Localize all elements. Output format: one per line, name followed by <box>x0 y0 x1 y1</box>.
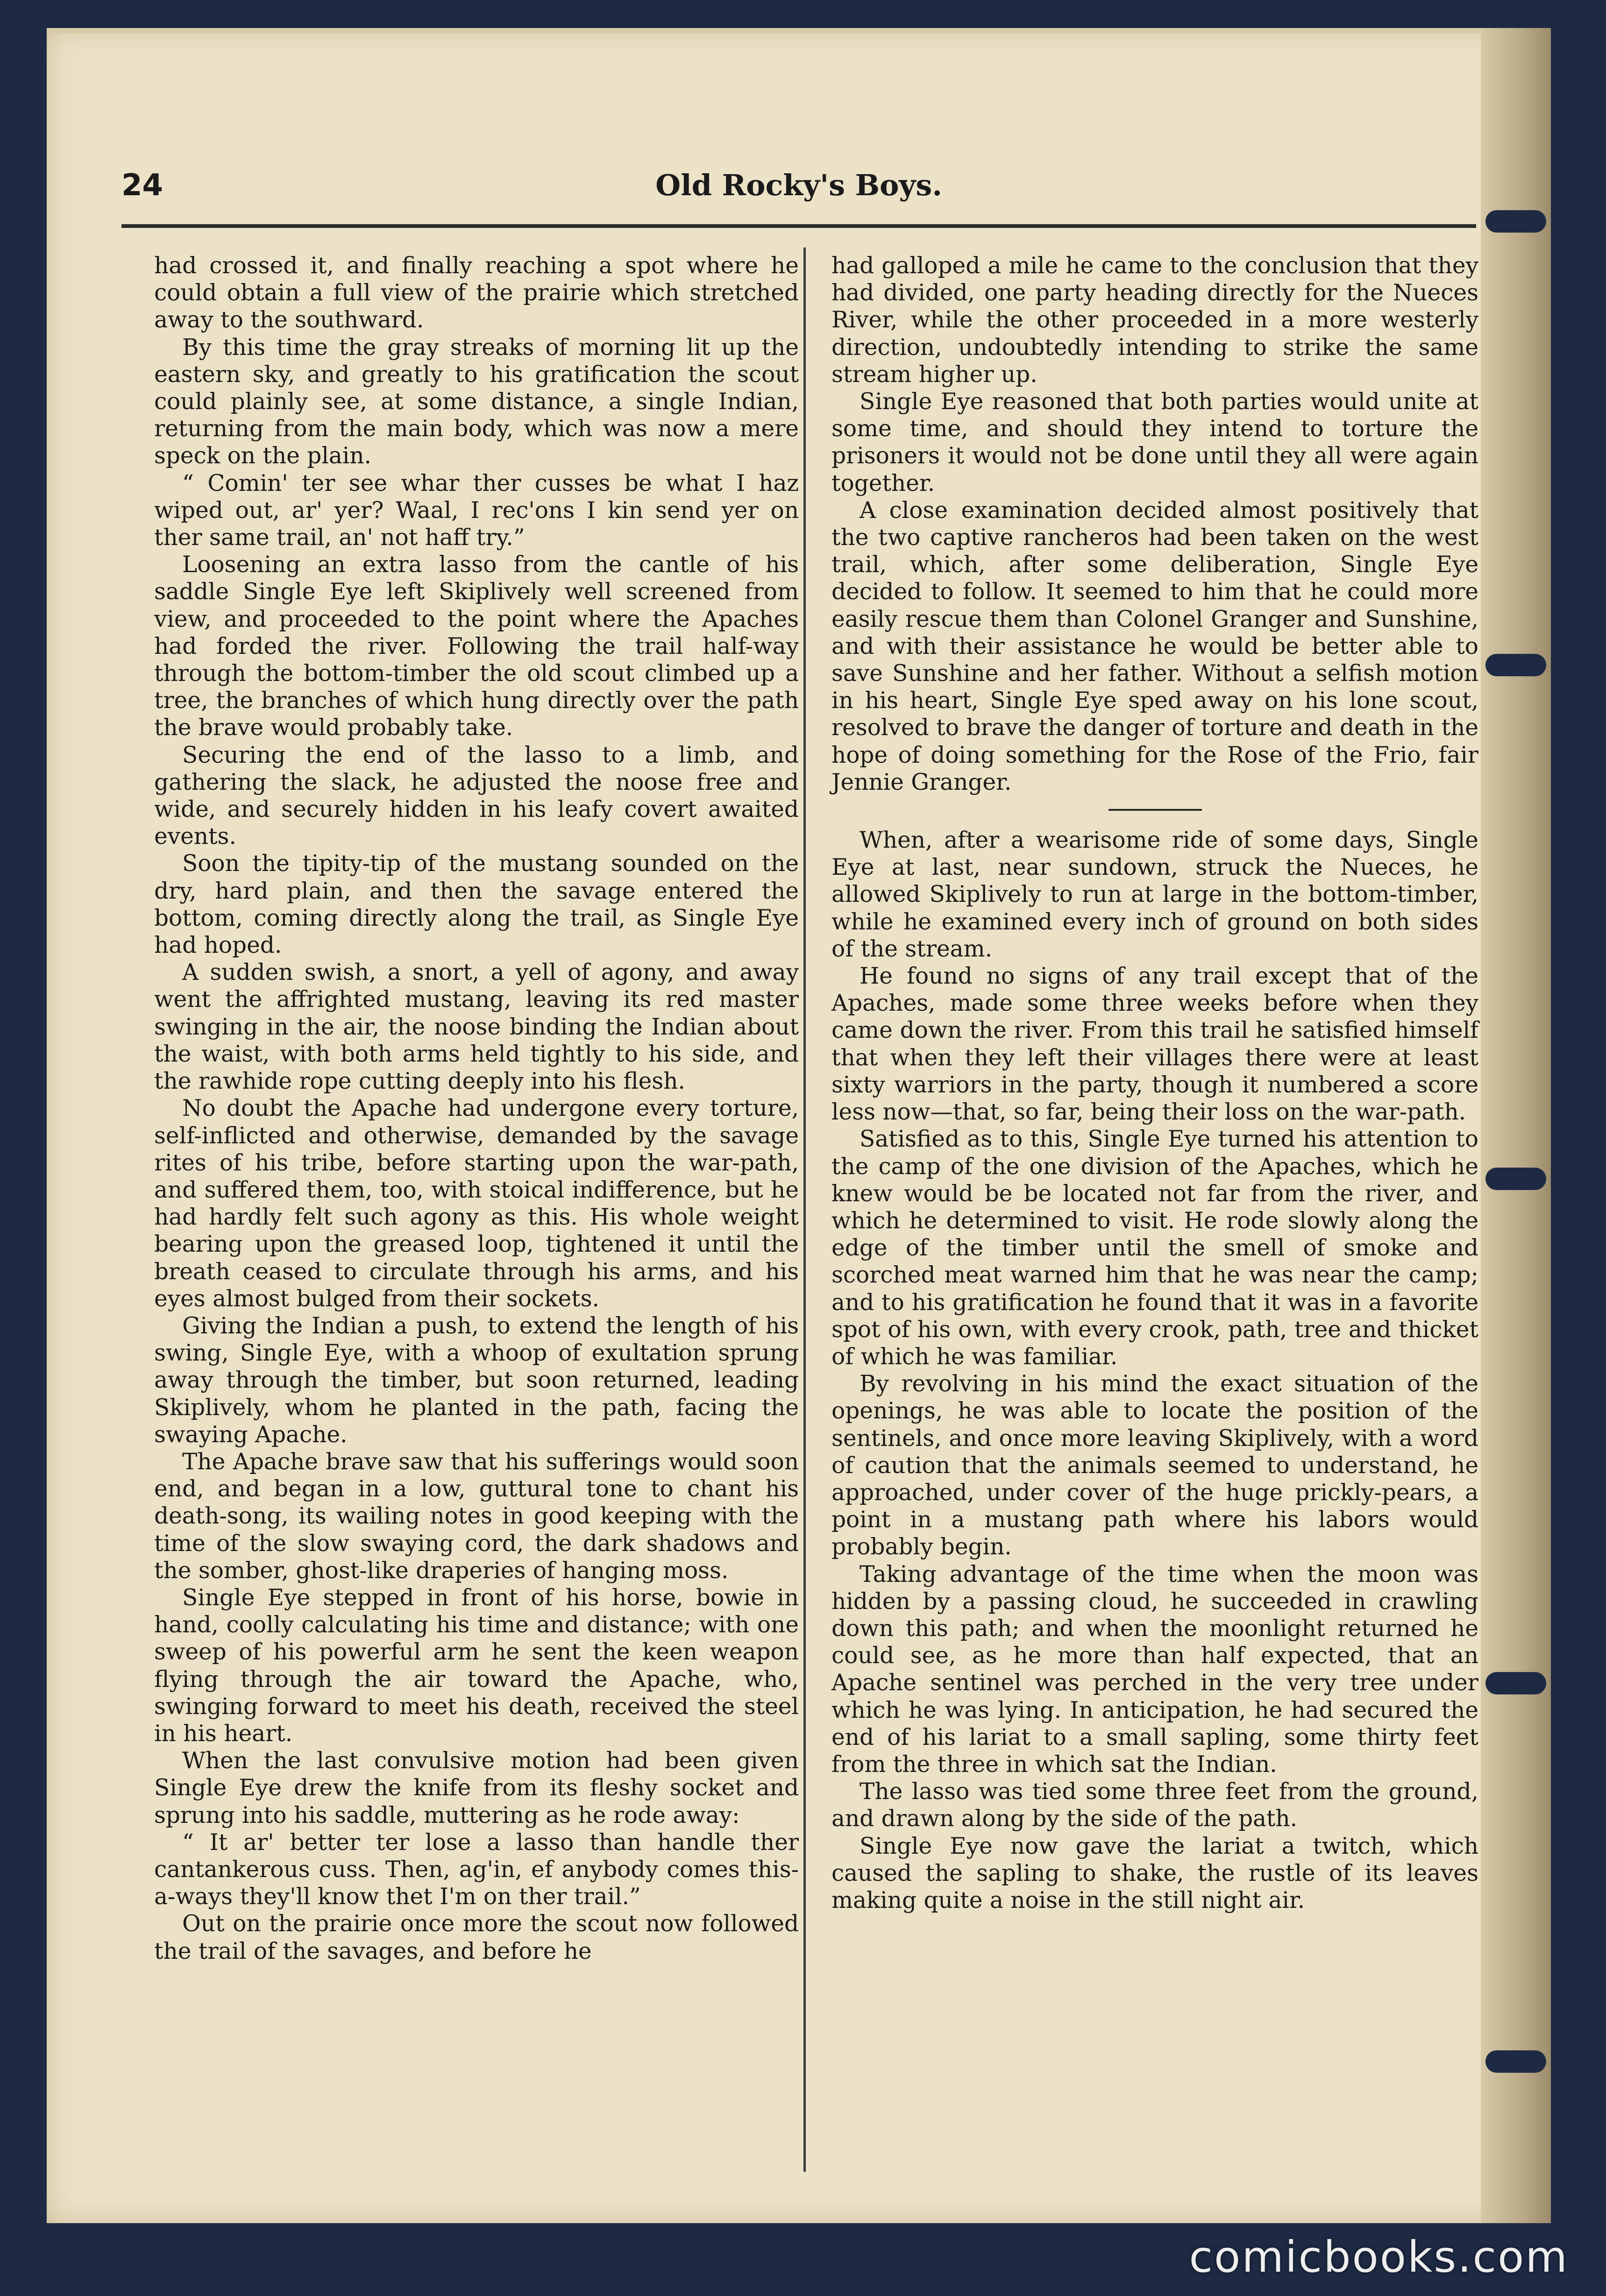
paragraph: A close examination decided almost positively that the two captive rancheros had been taken on the west trail, which, after some deliberation, Single Eye decided to follow. It seemed to him that he could more easily rescue them than Colonel Granger and Sunshine, and with their assistance he would be better able to save Sunshine and her father. Without a selfish motion in his heart, Single Eye sped away on his lone scout, resolved to brave the danger of torture and death in the hope of doing something for the Rose of the Frio, fair Jennie Granger. <box>831 497 1478 795</box>
paragraph: Taking advantage of the time when the moon was hidden by a passing cloud, he succeeded in crawling down this path; and when the moonlight returned he could see, as he more than half expected, that an Apache sentinel was perched in the very tree under which he was lying. In anticipation, he had secured the end of his lariat to a small sapling, some thirty feet from the three in which sat the Indian. <box>831 1561 1478 1778</box>
paragraph: By revolving in his mind the exact situation of the openings, he was able to locate the position of the sentinels, and once more leaving Skiplively, with a word of caution that the animals seemed to understand, he approached, under cover of the huge prickly-pears, a point in a mustang path where his labors would probably begin. <box>831 1371 1478 1560</box>
paragraph: “ It ar' better ter lose a lasso than handle ther cantankerous cuss. Then, ag'in, ef anybody comes this-a-ways they'll know thet I'm on ther trail.” <box>154 1829 799 1910</box>
left-column <box>154 252 799 1965</box>
binding-stitch <box>1485 654 1546 676</box>
paragraph: Out on the prairie once more the scout now followed the trail of the savages, and before he <box>154 1911 799 1964</box>
running-title: Old Rocky's Boys. <box>655 168 942 202</box>
watermark-text: comicbooks.com <box>1189 2232 1569 2282</box>
paragraph: When the last convulsive motion had been given Single Eye drew the knife from its fleshy socket and sprung into his saddle, muttering as he rode away: <box>154 1748 799 1828</box>
column-divider <box>803 248 806 2172</box>
header-rule <box>121 224 1476 228</box>
paragraph: No doubt the Apache had undergone every torture, self-inflicted and otherwise, demanded by the savage rites of his tribe, before starting upon the war-path, and suffered them, too, with stoical indifference, but he had hardly felt such agony as this. His whole weight bearing upon the greased loop, tightened it until the breath ceased to circulate through his arms, and his eyes almost bulged from their sockets. <box>154 1095 799 1312</box>
section-break-rule <box>1109 809 1202 811</box>
paragraph: Single Eye reasoned that both parties would unite at some time, and should they intend to torture the prisoners it would not be done until they all were again together. <box>831 389 1478 496</box>
paragraph: By this time the gray streaks of morning lit up the eastern sky, and greatly to his gratification the scout could plainly see, at some distance, a single Indian, returning from the main body, which was now a mere speck on the plain. <box>154 334 799 469</box>
paragraph: A sudden swish, a snort, a yell of agony, and away went the affrighted mustang, leaving its red master swinging in the air, the noose binding the Indian about the waist, with both arms held tightly to his side, and the rawhide rope cutting deeply into his flesh. <box>154 959 799 1095</box>
binding-stitch <box>1485 210 1546 233</box>
binding-stitch <box>1485 2050 1546 2073</box>
paragraph: When, after a wearisome ride of some days, Single Eye at last, near sundown, struck the Nueces, he allowed Skiplively to run at large in the bottom-timber, while he examined every inch of ground on both sides of the stream. <box>831 827 1478 962</box>
paragraph: had crossed it, and finally reaching a spot where he could obtain a full view of the prairie which stretched away to the southward. <box>154 253 799 333</box>
binding-stitch <box>1485 1168 1546 1190</box>
binding-stitch <box>1485 1672 1546 1694</box>
book-page <box>47 28 1551 2223</box>
paragraph: Giving the Indian a push, to extend the length of his swing, Single Eye, with a whoop of exultation sprung away through the timber, but soon returned, leading Skiplively, whom he planted in the path, facing the swaying Apache. <box>154 1312 799 1448</box>
paragraph: He found no signs of any trail except that of the Apaches, made some three weeks before when they came down the river. From this trail he satisfied himself that when they left their villages there were at least sixty warriors in the party, though it numbered a score less now—that, so far, being their loss on the war-path. <box>831 963 1478 1126</box>
page-number: 24 <box>121 168 163 203</box>
paragraph: Soon the tipity-tip of the mustang sounded on the dry, hard plain, and then the savage entered the bottom, coming directly along the trail, as Single Eye had hoped. <box>154 850 799 959</box>
paragraph: The lasso was tied some three feet from the ground, and drawn along by the side of the path. <box>831 1779 1478 1832</box>
paragraph: Securing the end of the lasso to a limb, and gathering the slack, he adjusted the noose free and wide, and securely hidden in his leafy covert awaited events. <box>154 742 799 850</box>
paragraph: Loosening an extra lasso from the cantle of his saddle Single Eye left Skiplively well screened from view, and proceeded to the point where the Apaches had forded the river. Following the trail half-way through the bottom-timber the old scout climbed up a tree, the branches of which hung directly over the path the brave would probably take. <box>154 552 799 741</box>
paragraph: Satisfied as to this, Single Eye turned his attention to the camp of the one division of the Apaches, which he knew would be be located not far from the river, and which he determined to visit. He rode slowly along the edge of the timber until the smell of smoke and scorched meat warned him that he was near the camp; and to his gratification he found that it was in a favorite spot of his own, with every crook, path, tree and thicket of which he was familiar. <box>831 1126 1478 1370</box>
paragraph: The Apache brave saw that his sufferings would soon end, and began in a low, guttural tone to chant his death-song, its wailing notes in good keeping with the time of the slow swaying cord, the dark shadows and the somber, ghost-like draperies of hanging moss. <box>154 1448 799 1584</box>
paragraph: Single Eye stepped in front of his horse, bowie in hand, coolly calculating his time and distance; with one sweep of his powerful arm he sent the keen weapon flying through the air toward the Apache, who, swinging forward to meet his death, received the steel in his heart. <box>154 1584 799 1747</box>
binding-edge <box>1481 28 1551 2223</box>
page-header <box>121 163 1476 215</box>
paragraph: “ Comin' ter see whar ther cusses be what I haz wiped out, ar' yer? Waal, I rec'ons I kin send yer on ther same trail, an' not haff try.” <box>154 470 799 551</box>
right-column <box>831 252 1478 1914</box>
paragraph: had galloped a mile he came to the conclusion that they had divided, one party heading directly for the Nueces River, while the other proceeded in a more westerly direction, undoubtedly intending to strike the same stream higher up. <box>831 253 1478 388</box>
paragraph: Single Eye now gave the lariat a twitch, which caused the sapling to shake, the rustle of its leaves making quite a noise in the still night air. <box>831 1833 1478 1913</box>
page-top-edge <box>47 28 1551 34</box>
